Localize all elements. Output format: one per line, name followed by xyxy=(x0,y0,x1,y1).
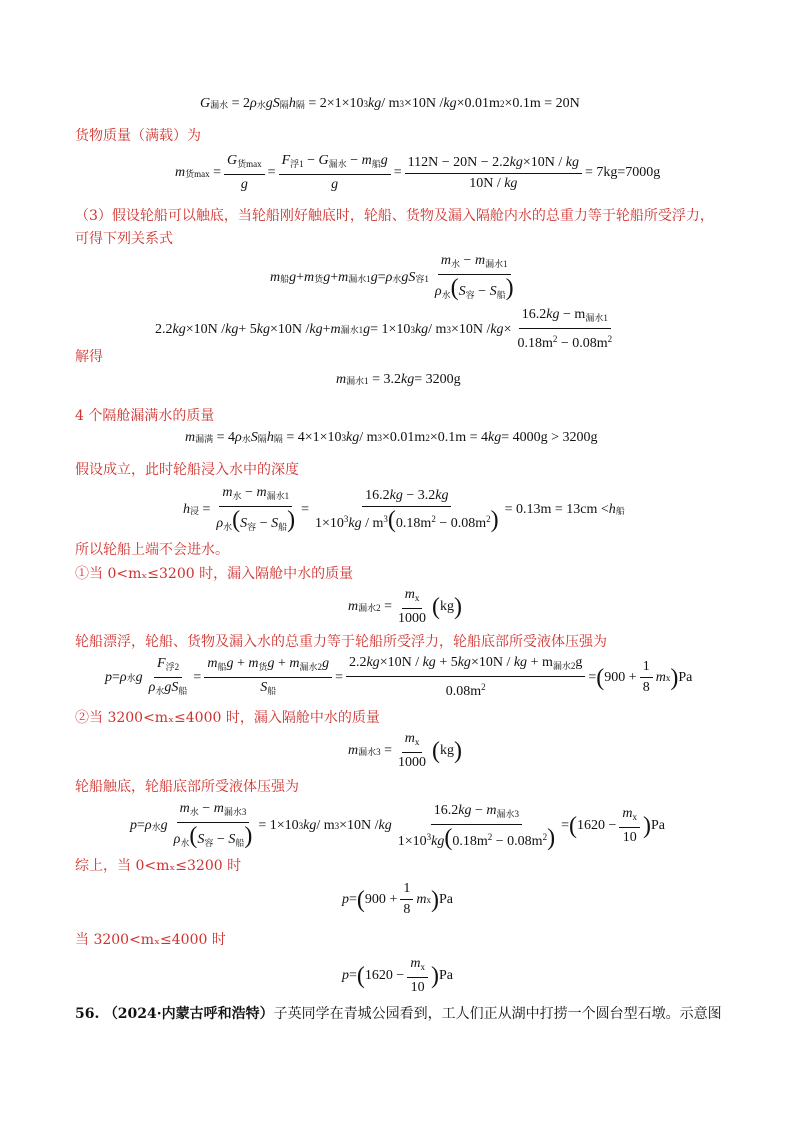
equation-leak-mass-1: m 漏水1 = 3.2 kg = 3200g xyxy=(336,372,461,387)
text-case-2: ②当 3200<mₓ≤4000 时，漏入隔舱中水的质量 xyxy=(75,710,380,726)
text-summary-case-1: 综上，当 0<mₓ≤3200 时 xyxy=(75,858,242,874)
text-solve: 解得 xyxy=(75,349,103,365)
question-56 xyxy=(75,1004,722,1024)
equation-full-leak-mass: m 漏满 = 4 ρ 水 S 隔 h 隔 = 4×1×10 3 kg / m 3 ×0.01m 2 ×0.1m = 4 kg = 4000g > 3200g xyxy=(185,430,598,445)
equation-relation-numeric: 2.2 kg ×10N / kg + 5 kg ×10N / kg + m 漏水1 g = 1×10 3 kg / m 3 ×10N / kg × $\frac{16.2kg - m_{漏水1}}{0.18m^2 - 0.08m^2}$ xyxy=(155,307,613,351)
equation-pressure-bottom: p = ρ 水 g $\frac{m_水 - m_{漏水3}}{\rho_水(S_容 - S_船)}$ = 1×10 3 kg / m 3 ×10N / kg $\frac{16.2kg - m_{漏水3}}{1\times 10^3kg(0.18m^2 - 0.08m^2)}$ = ( 1620 − $\frac{m_x}{10}$ ) Pa xyxy=(130,801,666,851)
text-depth-heading: 假设成立，此时轮船浸入水中的深度 xyxy=(75,462,299,478)
equation-relation: m 船 g + m 货 g + m 漏水1 g = ρ 水 gS 容1 $\frac{m_水 - m_{漏水1}}{\rho_水(S_容 - S_船)}$ xyxy=(270,253,514,301)
text-four-compartments: 4 个隔舱漏满水的质量 xyxy=(75,408,215,424)
equation-leak-mass-3: m 漏水3 = $\frac{m_x}{1000}$ ( kg ) xyxy=(348,731,463,770)
text-relation-heading: 可得下列关系式 xyxy=(75,231,173,247)
text-part3-assumption: （3）假设轮船可以触底，当轮船刚好触底时，轮船、货物及漏入隔舱内水的总重力等于轮船所受浮力， xyxy=(75,208,714,224)
equation-leak-mass-2: m 漏水2 = $\frac{m_x}{1000}$ ( kg ) xyxy=(348,587,463,626)
equation-cargo-mass: m 货max = $\frac{G_{货max}}{g}$ = $\frac{F_{浮1} - G_{漏水} - m_船g}{g}$ = $\frac{112N - 20N - 2.2kg\times 10N / kg}{10N / kg}$ = 7kg=7000g xyxy=(175,153,661,192)
equation-summary-2: p = ( 1620 − $\frac{m_x}{10}$ ) Pa xyxy=(342,956,453,995)
equation-pressure-floating: p = ρ 水 g $\frac{F_{浮2}}{\rho_水gS_船}$ = $\frac{m_船g + m_货g + m_{漏水2}g}{S_船}$ = $\frac{2.2kg\times 10N / kg + 5kg\times 10N / kg + m_{漏水2}g}{0.08m^2}$ = ( 900 + $\frac{1}{8}$ m x ) Pa xyxy=(105,655,693,699)
text-floating: 轮船漂浮，轮船、货物及漏入水的总重力等于轮船所受浮力，轮船底部所受液体压强为 xyxy=(75,634,607,650)
equation-immersion-depth: h 浸 = $\frac{m_水 - m_{漏水1}}{\rho_水(S_容 - S_船)}$ = $\frac{16.2kg - 3.2kg}{1\times 10^3kg / m^3(0.18m^2 - 0.08m^2)}$ = 0.13m = 13cm < h 船 xyxy=(183,485,625,533)
question-source: （2024·内蒙古呼和浩特） xyxy=(103,1006,274,1022)
text-case-1: ①当 0<mₓ≤3200 时，漏入隔舱中水的质量 xyxy=(75,566,354,582)
question-text: 子英同学在青城公园看到，工人们正从湖中打捞一个圆台型石墩。示意图 xyxy=(273,1006,722,1022)
text-cargo-mass-heading: 货物质量（满载）为 xyxy=(75,128,201,144)
text-no-water-enter: 所以轮船上端不会进水。 xyxy=(75,542,229,558)
text-touch-bottom: 轮船触底，轮船底部所受液体压强为 xyxy=(75,779,299,795)
text-summary-case-2: 当 3200<mₓ≤4000 时 xyxy=(75,932,226,948)
question-number: 56. xyxy=(75,1006,100,1022)
equation-summary-1: p = ( 900 + $\frac{1}{8}$ m x ) Pa xyxy=(342,881,453,917)
equation-water-weight: G 漏水 = 2 ρ 水 gS 隔 h 隔 = 2×1×10 3 kg / m 3 ×10N / kg ×0.01m 2 ×0.1m = 20N xyxy=(200,96,580,111)
